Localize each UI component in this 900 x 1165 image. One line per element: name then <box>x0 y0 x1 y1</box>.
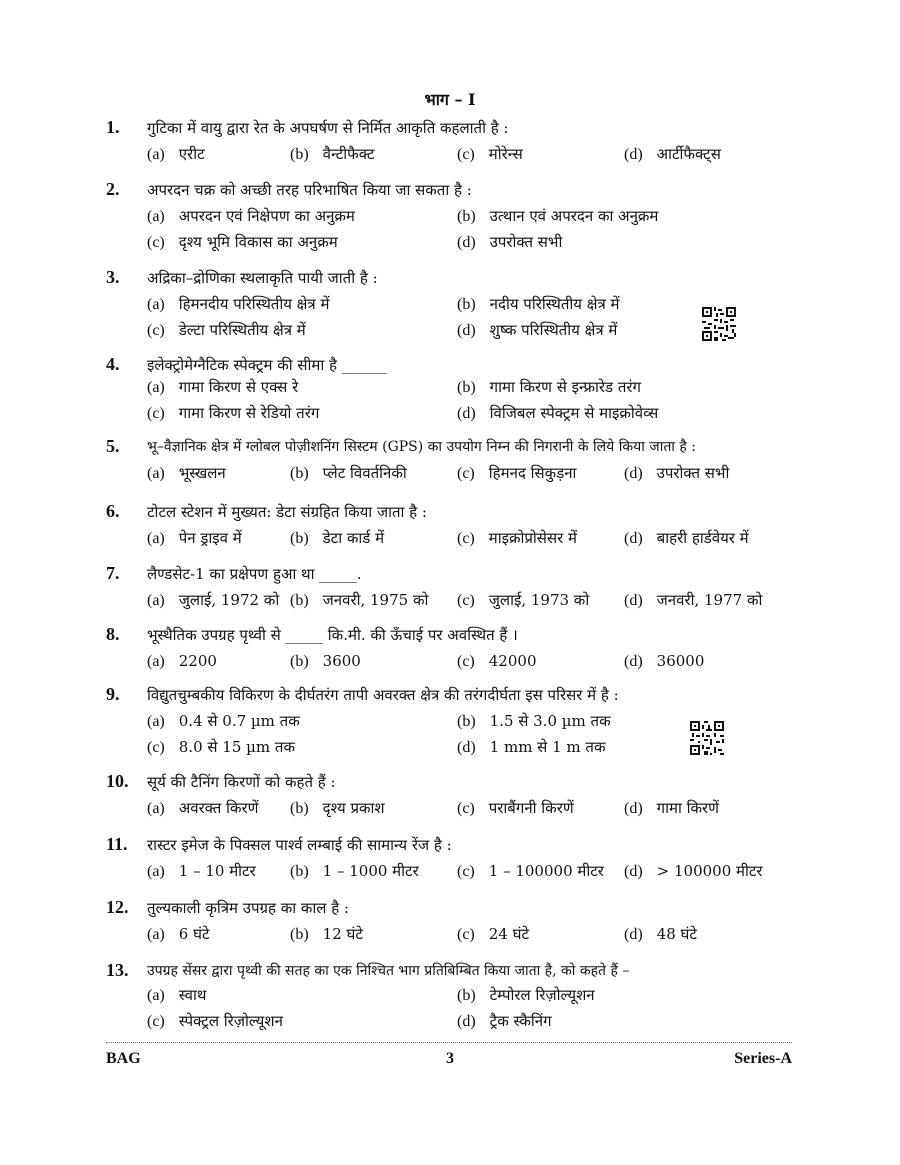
option-b[interactable] <box>457 293 620 316</box>
option-d[interactable] <box>624 527 749 550</box>
option-a[interactable] <box>147 376 298 399</box>
option-d[interactable] <box>624 589 762 612</box>
option-text: अवरक्त किरणें <box>178 799 259 817</box>
option-label: (c) <box>457 800 475 817</box>
option-text: स्पेक्ट्रल रिज़ोल्यूशन <box>178 1012 283 1030</box>
option-label: (d) <box>624 146 643 163</box>
question-number: 3. <box>106 267 120 287</box>
option-text: 1 mm से 1 m तक <box>489 738 606 756</box>
option-a[interactable] <box>147 797 258 820</box>
option-label: (d) <box>624 592 643 609</box>
option-text: 12 घंटे <box>322 925 363 943</box>
option-text: टेम्पोरल रिज़ोल्यूशन <box>489 986 595 1004</box>
question-number: 5. <box>106 436 120 456</box>
option-text: 1.5 से 3.0 µm तक <box>489 712 611 730</box>
question-number: 12. <box>106 897 129 917</box>
option-text: आर्टीफैक्ट्स <box>656 145 721 163</box>
option-label: (a) <box>147 379 165 396</box>
option-c[interactable] <box>147 319 306 342</box>
option-text: 3600 <box>322 652 361 670</box>
question-text: भूस्थैतिक उपग्रह पृथ्वी से _____ कि.मी. की ऊँचाई पर अवस्थित हैं । <box>147 626 518 644</box>
option-label: (b) <box>457 987 476 1004</box>
option-text: डेटा कार्ड में <box>322 529 385 547</box>
option-text: प्लेट विवर्तनिकी <box>322 464 407 482</box>
option-label: (d) <box>457 322 476 339</box>
option-label: (b) <box>290 146 309 163</box>
option-label: (b) <box>457 379 476 396</box>
option-label: (b) <box>290 800 309 817</box>
option-d[interactable] <box>624 462 729 485</box>
option-a[interactable] <box>147 984 206 1007</box>
option-label: (a) <box>147 146 165 163</box>
option-a[interactable] <box>147 527 242 550</box>
option-label: (b) <box>457 296 476 313</box>
option-text: 48 घंटे <box>656 925 697 943</box>
option-text: 42000 <box>488 652 537 670</box>
option-label: (d) <box>624 926 643 943</box>
option-d[interactable] <box>624 650 704 673</box>
option-text: बाहरी हार्डवेयर में <box>656 529 749 547</box>
option-text: 6 घंटे <box>178 925 210 943</box>
option-text: 2200 <box>178 652 217 670</box>
option-text: जुलाई, 1973 को <box>488 591 590 609</box>
option-text: दृश्य प्रकाश <box>322 799 385 817</box>
option-a[interactable] <box>147 589 279 612</box>
qr-code-icon <box>702 307 736 341</box>
option-c[interactable] <box>147 402 319 425</box>
question-number: 11. <box>106 834 128 854</box>
option-d[interactable] <box>624 860 763 883</box>
qr-code-icon <box>690 721 724 755</box>
option-label: (b) <box>290 530 309 547</box>
option-label: (a) <box>147 592 165 609</box>
option-text: डेल्टा परिस्थितीय क्षेत्र में <box>178 321 306 339</box>
option-b[interactable] <box>290 860 419 883</box>
option-text: अपरदन एवं निक्षेपण का अनुक्रम <box>178 207 355 225</box>
question-text: टोटल स्टेशन में मुख्यत: डेटा संग्रहित किया जाता है : <box>147 503 427 521</box>
option-label: (c) <box>457 592 475 609</box>
question-number: 10. <box>106 771 129 791</box>
option-label: (c) <box>147 405 165 422</box>
option-d[interactable] <box>457 402 658 425</box>
option-text: 24 घंटे <box>488 925 530 943</box>
option-b[interactable] <box>457 984 595 1007</box>
option-d[interactable] <box>624 797 719 820</box>
option-text: विजिबल स्पेक्ट्रम से माइक्रोवेव्स <box>489 404 659 422</box>
question-text: भू–वैज्ञानिक क्षेत्र में ग्लोबल पोज़ीशनिंग सिस्टम (GPS) का उपयोग निम्न की निगरानी के लिये किया जाता है : <box>147 439 696 455</box>
option-c[interactable] <box>457 650 536 673</box>
option-b[interactable] <box>290 589 428 612</box>
option-label: (b) <box>290 863 309 880</box>
option-label: (d) <box>624 530 643 547</box>
option-text: ट्रैक स्कैनिंग <box>489 1012 552 1030</box>
option-label: (a) <box>147 863 165 880</box>
option-d[interactable] <box>457 231 562 254</box>
question-text: गुटिका में वायु द्वारा रेत के अपघर्षण से निर्मित आकृति कहलाती है : <box>147 119 509 137</box>
option-c[interactable] <box>457 923 529 946</box>
option-text: 1 – 10 मीटर <box>178 862 256 880</box>
option-c[interactable] <box>457 860 604 883</box>
option-text: हिमनद सिकुड़ना <box>488 464 577 482</box>
option-c[interactable] <box>147 231 338 254</box>
option-c[interactable] <box>147 1010 283 1033</box>
option-text: गामा किरणें <box>656 799 719 817</box>
option-label: (a) <box>147 208 165 225</box>
option-label: (c) <box>457 653 475 670</box>
option-text: जनवरी, 1975 को <box>322 591 429 609</box>
option-text: > 100000 मीटर <box>656 862 763 880</box>
option-b[interactable] <box>290 527 384 550</box>
option-text: 1 – 1000 मीटर <box>322 862 419 880</box>
option-d[interactable] <box>624 923 697 946</box>
option-label: (c) <box>147 739 165 756</box>
option-text: उपरोक्त सभी <box>656 464 730 482</box>
option-text: पेन ड्राइव में <box>178 529 242 547</box>
option-label: (d) <box>624 800 643 817</box>
question-number: 6. <box>106 501 120 521</box>
option-b[interactable] <box>457 376 641 399</box>
option-label: (c) <box>147 1013 165 1030</box>
option-label: (d) <box>457 405 476 422</box>
option-a[interactable] <box>147 710 300 733</box>
option-b[interactable] <box>457 710 611 733</box>
option-text: गामा किरण से रेडियो तरंग <box>178 404 320 422</box>
option-label: (d) <box>457 1013 476 1030</box>
option-c[interactable] <box>457 589 589 612</box>
option-label: (d) <box>624 653 643 670</box>
option-c[interactable] <box>457 797 574 820</box>
option-a[interactable] <box>147 205 355 228</box>
footer-code: BAG <box>106 1050 141 1067</box>
option-label: (c) <box>457 926 475 943</box>
option-text: 8.0 से 15 µm तक <box>178 738 295 756</box>
option-b[interactable] <box>290 462 407 485</box>
option-label: (a) <box>147 987 165 1004</box>
option-label: (b) <box>290 653 309 670</box>
option-label: (a) <box>147 296 165 313</box>
question-text: इलेक्ट्रोमेग्नैटिक स्पेक्ट्रम की सीमा है ______ <box>147 356 387 374</box>
option-text: 1 – 100000 मीटर <box>488 862 604 880</box>
option-text: भूस्खलन <box>178 464 226 482</box>
option-label: (b) <box>290 465 309 482</box>
option-a[interactable] <box>147 293 329 316</box>
section-title: भाग – I <box>424 90 476 109</box>
option-text: जनवरी, 1977 को <box>656 591 763 609</box>
option-text: वैन्टीफैक्ट <box>322 145 375 163</box>
option-label: (a) <box>147 800 165 817</box>
option-label: (b) <box>290 592 309 609</box>
option-label: (b) <box>457 713 476 730</box>
option-text: 0.4 से 0.7 µm तक <box>178 712 300 730</box>
option-label: (c) <box>457 863 475 880</box>
option-text: जुलाई, 1972 को <box>178 591 280 609</box>
option-label: (c) <box>147 322 165 339</box>
option-label: (a) <box>147 713 165 730</box>
option-label: (b) <box>290 926 309 943</box>
question-text: अद्रिका–द्रोणिका स्थलाकृति पायी जाती है : <box>147 269 378 287</box>
option-b[interactable] <box>290 923 363 946</box>
option-b[interactable] <box>457 205 658 228</box>
option-label: (d) <box>457 234 476 251</box>
question-number: 2. <box>106 179 120 199</box>
option-text: गामा किरण से एक्स रे <box>178 378 299 396</box>
option-d[interactable] <box>457 1010 552 1033</box>
option-label: (c) <box>457 146 475 163</box>
option-c[interactable] <box>457 462 576 485</box>
question-text: सूर्य की टैनिंग किरणों को कहते हैं : <box>147 773 336 791</box>
option-c[interactable] <box>147 736 295 759</box>
option-text: हिमनदीय परिस्थितीय क्षेत्र में <box>178 295 330 313</box>
option-label: (a) <box>147 653 165 670</box>
question-number: 4. <box>106 354 120 374</box>
option-text: उत्थान एवं अपरदन का अनुक्रम <box>489 207 659 225</box>
option-c[interactable] <box>457 143 523 166</box>
question-text: उपग्रह सेंसर द्वारा पृथ्वी की सतह का एक निश्चित भाग प्रतिबिम्बित किया जाता है, को कहते हैं – <box>147 963 630 979</box>
option-c[interactable] <box>457 527 577 550</box>
question-number: 9. <box>106 684 120 704</box>
option-text: स्वाथ <box>178 986 207 1004</box>
option-a[interactable] <box>147 462 226 485</box>
option-b[interactable] <box>290 797 385 820</box>
question-number: 13. <box>106 960 129 980</box>
option-label: (c) <box>457 465 475 482</box>
option-d[interactable] <box>457 319 617 342</box>
option-label: (a) <box>147 530 165 547</box>
option-a[interactable] <box>147 143 205 166</box>
option-label: (d) <box>624 465 643 482</box>
footer-divider <box>106 1042 792 1043</box>
option-text: मोरेन्स <box>488 145 523 163</box>
question-text: लैण्डसेट-1 का प्रक्षेपण हुआ था _____. <box>147 565 362 583</box>
option-text: माइक्रोप्रोसेसर में <box>488 529 577 547</box>
option-d[interactable] <box>624 143 721 166</box>
option-text: गामा किरण से इन्फ्रारेड तरंग <box>489 378 641 396</box>
option-text: 36000 <box>656 652 705 670</box>
option-text: एरीट <box>178 145 205 163</box>
option-a[interactable] <box>147 860 256 883</box>
option-text: शुष्क परिस्थितीय क्षेत्र में <box>489 321 618 339</box>
option-label: (d) <box>457 739 476 756</box>
option-b[interactable] <box>290 650 361 673</box>
question-number: 8. <box>106 624 120 644</box>
footer-series: Series-A <box>734 1050 792 1067</box>
option-b[interactable] <box>290 143 374 166</box>
option-text: पराबैंगनी किरणें <box>488 799 574 817</box>
option-label: (c) <box>457 530 475 547</box>
question-text: रास्टर इमेज के पिक्सल पार्श्व लम्बाई की सामान्य रेंज है : <box>147 836 452 854</box>
question-text: तुल्यकाली कृत्रिम उपग्रह का काल है : <box>147 899 349 917</box>
option-a[interactable] <box>147 923 210 946</box>
option-a[interactable] <box>147 650 217 673</box>
question-text: अपरदन चक्र को अच्छी तरह परिभाषित किया जा सकता है : <box>147 181 472 199</box>
option-label: (a) <box>147 926 165 943</box>
option-text: उपरोक्त सभी <box>489 233 563 251</box>
page-number: 3 <box>446 1050 454 1067</box>
option-label: (b) <box>457 208 476 225</box>
option-label: (d) <box>624 863 643 880</box>
option-text: दृश्य भूमि विकास का अनुक्रम <box>178 233 338 251</box>
question-number: 7. <box>106 563 120 583</box>
question-text: विद्युतचुम्बकीय विकिरण के दीर्घतरंग तापी अवरक्त क्षेत्र की तरंगदीर्घता इस परिसर में है : <box>147 686 619 704</box>
option-text: नदीय परिस्थितीय क्षेत्र में <box>489 295 620 313</box>
option-label: (c) <box>147 234 165 251</box>
option-label: (a) <box>147 465 165 482</box>
option-d[interactable] <box>457 736 605 759</box>
question-number: 1. <box>106 117 120 137</box>
